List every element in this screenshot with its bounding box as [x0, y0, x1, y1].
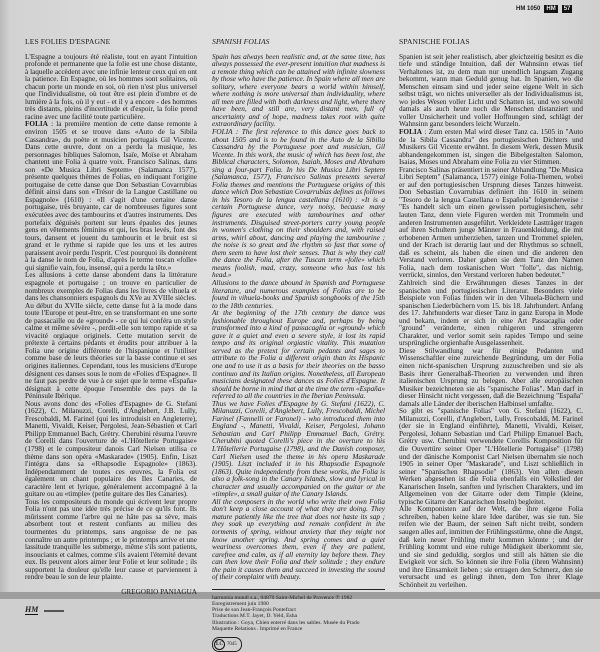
paragraph-text: All the composers in the world who write their own Folia don't keep a close account of what they are doing. They mature patiently like the tree that does not haste its sap ; they soak up everything and remain confident in the torments of spring, without anxiety that they might not know another spring. And spring comes and a quiet weariness overcomes them, even if they are patient, carefree and calm, as if all eternity lay before them. They can then love their Folia and their solitude ; they endure the pain it causes them and succeed in investing the sound of their complaint with beauty.	[212, 497, 385, 582]
paragraph-text: Spanien ist seit jeher realistisch, aber gleichzeitig besitzt es die tiefe und ständige Intuition, daß der Wahnsinn etwas tief Verhaltenes ist, zu dem man nur unendlich langsam Zugang bekommt, wann man Geduld genug hat. In Spanien, wo die Menschen einsam sind und jeder seine eigene Welt in sich selbst trägt, wo nichts universeller als der Individualismus ist, wo jedes Wesen voller Licht und Schatten ist, und wo sowohl damals als auch heute noch die Menschen distanziert und voller Unsicherheit und voller Hoffnungen sind, schlägt der Wahnsinn ganz besonders leicht Wurzeln.	[399, 52, 583, 129]
paragraph-text: Thus we have Folies d'Espagne by G. Stefani (1622), C. Milanuzzi, Corelli, d'Anglebert, Lully, Frescobaldi, Michel Farinel (Fannelli or Faronel) - who introduced them into England -, Manetti, Vivaldi, Keiser, Pergolesi, Johann Sebastian and Carl Philipp Emmanuel Bach, Grétry. Cherubini quoted Corelli's piece in the overture to his L'Hôtellerie Portugaise (1798), and the Danish composer, Carl Nielsen used the theme in his opera Maskarade (1905). Liszt included it in his Rhapsodie Espagnole (1863). Quite independently from these works, the Folia is also a folk-song in the Canary Islands, slow and lyrical in character and usually accompanied on the guitar or the «timple», a small guitar of the Canary Islands.	[212, 399, 385, 499]
paragraph	[399, 280, 583, 348]
english-text	[212, 54, 385, 582]
paragraph	[399, 54, 583, 129]
credit-line: harmonia mundi s.a., 04870 Saint-Michel de Provence ℗ 1982	[212, 594, 353, 601]
paragraph	[399, 408, 583, 506]
paragraph-text: Alle Komponisten auf der Welt, die ihre eigene Folia schreiben, haben keine klare Idee darüber, was sie tun. Sie reifen wie der Baum, der seinen Saft nicht treibt, sondern saugen alles auf, inmitten der Frühlingsstürme, ohne die Angst, daß kein neuer Frühling mehr kommen könnte ; und der Frühling kommt und eine ruhige Müdigkeit überkommt sie, und sie sind geduldig, sorglos und still als hätten sie die Ewigkeit vor sich. So können sie ihre Folia (ihren Wahnsinn) und ihre Einsamkeit lieben ; sie ertragen den Schmerz, den sie verursacht und es gelingt ihnen, dem Ton ihrer Klage Schönheit zu verleihen.	[399, 505, 583, 589]
credit-line: Illustration : Goya, Chien enterré dans les sables. Musée du Prado	[212, 619, 360, 626]
paragraph-text: Tous les compositeurs du monde qui écrivent leur propre Folia n'ont pas une idée très précise de ce qu'ils font. Ils mûrissent comme l'arbre qui ne hâte pas sa sève, mais absorbent tout et restent confiants au milieu des tourmentes du printemps, sans angoisse de ne pas connaître un autre printemps ; et le printemps arrive et une lassitude tranquille les submerge, même s'ils sont patients, insouciants et calmes, comme s'ils avaient l'éternité devant eux. Ils peuvent alors aimer leur Folie et leur solitude ; ils supportent la douleur qu'elle leur cause et parviennent à rendre beau le son de leur plainte.	[25, 497, 197, 582]
french-title: LES FOLIES D'ESPAGNE	[25, 37, 111, 46]
paragraph-text: Les allusions à cette danse abondent dans la littérature espagnole et portugaise ; on trouve en particulier de nombreux exemples de Folias dans les livres de vihuela et dans les chansonniers espagnols du XVe au XVIIIe siècles.	[25, 271, 197, 303]
paragraph	[25, 54, 197, 122]
catalog-number	[516, 5, 572, 13]
label-code: 7045	[227, 641, 237, 647]
paragraph	[399, 348, 583, 408]
paragraph-text: Francisco Salinas präsentiert in seiner Abhandlung "De Musica Libri Septem" (Salamanca, 1577) einige Folia-Themen, wobei er auf den portugiesischen Ursprung dieses Tanzes hinweist. Don Sebastian Covarrubias definiert ihn 1610 in seinem "Tesoro de la lengua Castellana o Española" folgenderweise : "Es handelt sich um einen gewissen portugiesischen, sehr lauten Tanz, denn viele Figuren werden mit Trommeln und anderen Instrumenten ausgeführt. Verkleidete Lastträger tragen auf ihren Schultern junge Männer in Frauenkleidung, die mit erhobenen Armen umherziehen, tanzen und Trommel spielen, und der Krach ist derartig laut und der Rhythmus so schnell, daß es scheint, als haben die einen und die anderen den Verstand verloren. Daher gaben sie dem Tanz den Namen Folia, nach dem toskanischen Wort "folle", das nichtig, verrückt, sinnlos, den Verstand verloren haben bedeutet."	[399, 165, 583, 280]
label-code-badge	[212, 637, 242, 652]
german-title: SPANISCHE FOLIAS	[399, 37, 470, 46]
paragraph	[212, 129, 385, 280]
german-text	[399, 54, 583, 590]
paragraph	[25, 303, 197, 401]
credit-line: Maquette Relations . Imprimé en France	[212, 625, 303, 632]
paragraph	[212, 310, 385, 401]
paragraph-text: Diese Stilwandlung war für einige Pedanten und Wissenschaftler eine zureichende Begründung, um der Folia einen nicht-spanischen Ursprung zuzuschreiben und sie als Basis ihrer Generalbaß-Theorien zu verwenden und ihren italienischen Ursprung zu belegen. Aber alle europäischen Musiker bezeichneten sie als "spanische Folias". Man darf in dieser Hinsicht nicht vergessen, daß die Bezeichnung "España" damals alle Länder der iberischen Halbinsel umfaßte.	[399, 346, 583, 408]
german-column	[399, 38, 583, 589]
paragraph	[212, 499, 385, 582]
catalog-number-text: HM 1050	[516, 6, 541, 12]
harmonia-mundi-logo	[25, 606, 197, 615]
hm-logo-mark: HM	[25, 605, 39, 615]
author-signature: GREGORIO PANIAGUA	[121, 587, 197, 596]
paragraph-text: Spain has always been realistic and, at the same time, has always possessed the ever-present intuition that madness is a remote thing which can be attained with infinite slowness by those who have the patience. In Spain where all men are solitary, where everyone bears a world within himself, where nothing is more universal than individuality, where all men are filled with both darkness and light, where there have been, and still are, very distant men, full of uncertainty and of hope, madness takes root with quite extraordinary facility.	[212, 52, 385, 129]
paragraph-text: : la première mention de cette danse remonte à environ 1505 et se trouve dans «Auto de la Sibila Cassandra», du poète et musicien portugais Gil Vicente. Dans cette œuvre, dont on a perdu la musique, les personnages bibliques Salomon, Isaïe, Moïse et Abraham chantent une Folia à quatre voix. Francisco Salinas, dans son «De Musica Libri Septem» (Salamanca 1577), présente quelques thèmes de Folias, en indiquant l'origine portugaise de cette danse que Don Sebastian Covarrubias définit ainsi dans son «Trésor de la Langue Castillane ou Espagnole» (1610) : «Il s'agit d'une certaine danse portugaise, très bruyante, car de nombreuses figures sont exécutées avec des tambourins et d'autres instruments. Des portefaix déguisés portent sur leurs épaules des jeunes gens en vêtements féminins et qui, les bras levés, font des tours, dansent et jouent du tambourin et le bruit est si grand et le rythme si rapide que les uns et les autres paraissent avoir perdu l'esprit. C'est pourquoi ils donnèrent à la danse le nom de Folia, d'après le terme toscan «folle» qui signifie vain, fou, insensé, qui a perdu la tête.»	[25, 120, 197, 272]
french-text	[25, 54, 197, 582]
paragraph	[399, 167, 583, 280]
paragraph-lead: FOLIA	[25, 120, 48, 129]
credit-line: Enregistrement juin 1980	[212, 601, 269, 608]
french-column	[25, 38, 197, 615]
credit-line: Prise de son Jean-François Pontefract	[212, 607, 296, 614]
paragraph-text: Nous avons donc des «Folies d'Espagne» de G. Stefani (1622), C. Milanuzzi, Corelli, d'Anglebert, J.B. Lully, Frescobaldi, M. Farinel (qui les introduisit en Angleterre), Manetti, Vivaldi, Keiser, Pergolesi, Jean-Sébastien et Carl Philipp Emmanuel Bach, Grétry. Cherubini résuma l'œuvre de Corelli dans l'ouverture de «L'Hôtellerie Portugaise» (1798) et le compositeur danois Carl Nielsen utilisa ce thème dans son opéra «Maskarade» (1905). Enfin, Liszt l'intégra dans sa «Rhapsodie Espagnole» (1863). Indépendamment de toutes ces œuvres, la Folia est également un chant populaire des Iles Canaries, de caractère lent et lyrique, généralement accompagné à la guitare ou au «timple» (petite guitare des Iles Canaries).	[25, 399, 197, 499]
english-title: SPANISH FOLIAS	[212, 37, 270, 46]
paragraph	[25, 272, 197, 302]
paragraph	[399, 129, 583, 167]
divider	[212, 589, 385, 590]
credit-line: Traductions M.T. Jayet, D. Yeld, Esha	[212, 613, 297, 620]
paragraph-text: At the beginning of the 17th century the dance was fashionable throughout Europe and, perhaps by being transformed into a kind of passacaglia or «ground» which gave it a quiet and even a severe style, it lost its rapid tempo and its original orgiastic vitality. This mutation served as the pretext for certain pedants and sages to attribute to the Folia a different origin than its Hispanic one and to use it as a basis for their theories on the basso continuo and its Italian origins. Nonetheless, all European musicians designated these dances as Folies d'Espagne. It should be borne in mind that at the time the term «España» referred to all the countries in the Iberian Peninsula.	[212, 309, 385, 401]
series-badge: 57	[563, 6, 571, 12]
paragraph-text: Zahlreich sind die Erwähnungen dieses Tanzes in der spanischen und portugiesischen Literatur. Besonders viele Beispiele von Folias finden wir in den Vihuela-Büchern und spanischen Liederbüchern vom 15. bis 18. Jahrhundert. Anfang des 17. Jahrhunderts war dieser Tanz in ganz Europa in Mode und bekam, indem er sich in eine Art Passacaglia oder "ground" veränderte, einen ruhigeren und strengeren Charakter, und verlor somit sein rapides Tempo und seine ursprüngliche orgienhafte Ausgelassenheit.	[399, 278, 583, 348]
paragraph-lead: FOLIA	[399, 128, 422, 137]
paragraph	[212, 54, 385, 129]
hm-badge: HM	[546, 6, 556, 12]
paragraph-text: So gibt es "spanische Folias" von G. Stefani (1622), C. Milanuzzi, Corelli, d'Anglebert, Lully, Frescobaldi, M. Farinel (der sie in England einführte), Manetti, Vivaldi, Keiser, Pergolesi, Johann Sebastian und Carl Philipp Emanuel Bach, Grétry usw. Cherubini verwendete Corellis Komposition für die Ouvertüre seiner Oper "L'Hôtellerie Portugaise" (1798) und der dänische Komponist Carl Nielsen übernahm sie noch 1905 in seiner Oper "Maskarade", und Liszt schließlich in seiner "Spanischen Rhapsodie" (1863). Von allen diesen Werken abgesehen ist die Folia ebenfalls ein Volkslied der Kanarischen Inseln, sanften und lyrischen Charakters, und im Allgemeinen von der Gitarre oder dem Timple (kleine, typische Gitarre der Kanarischen Inseln) begleitet.	[399, 407, 583, 506]
paragraph-lead: FOLIA	[212, 128, 233, 137]
paragraph-text: : The first reference to this dance goes back to about 1505 and is to be found in the Auto de la Sibilla Cassandra by the Portuguese poet and musician, Gil Vicente. In this work, the music of which has been lost, the Biblical characters, Solomon, Isaiah, Moses and Abraham sing a four-part Folia. In his De Musica Libri Septem (Salamanca, 1577), Francisco Salinas presents several Folia themes and mentions the Portuguese origins of this dance which Don Sebastian Covarrubias defines as follows in his Tesoro de la lengua castellana (1610) : «It is a certain Portuguese dance, very noisy, because many figures are executed with tambourines and other instruments. Disguised street-porters carry young people in women's clothing on their shoulders and, with raised arms, whirl about, dancing and playing the tambourine ; the noise is so great and the rhythm so fast that some of them seem to have lost their senses. That is why they call the dance the Folia, after the Tuscan term «folle» which means foolish, mad, crazy, someone who has lost his head.»	[212, 128, 385, 280]
paragraph-text: Au début du XVIIe siècle, cette danse fut à la mode dans toute l'Europe et peut-être, en se transformant en une sorte de passacaille ou de «ground» - ce qui lui conféra un style calme et même sévère -, perdit-elle son tempo rapide et sa vivacité orgiaque originels. Cette mutation servit de prétexte à certains pédants et érudits pour attribuer à la Folia une origine différente de l'hispanique et l'utiliser comme base de leurs théories sur la basse continue et ses origines italiennes. Cependant, tous les musiciens d'Europe désignent ces danses sous le nom de «Folies d'Espagne». Il ne faut pas perdre de vue à ce sujet que le terme «España» désignait à cette époque l'ensemble des pays de la Péninsule Ibérique.	[25, 301, 197, 401]
paragraph	[212, 401, 385, 499]
paragraph-text: : Zum ersten Mal wird dieser Tanz ca. 1505 in "Auto de la Sibila Cassandra" des portugiesischen Dichters und Musikers Gil Vicente erwähnt. In diesem Werk, dessen Musik abhandengekommen ist, singen die Bibelgestalten Salomon, Isaias, Moses und Abraham eine Folia zu vier Stimmen.	[399, 128, 583, 167]
credits	[212, 595, 385, 632]
paragraph	[399, 506, 583, 589]
paragraph	[25, 121, 197, 272]
paragraph	[25, 499, 197, 582]
paragraph-text: L'Espagne a toujours été réaliste, tout en ayant l'intuition profonde et permanente que la folie est une chose distante, à laquelle accèdent avec une infinie lenteur ceux qui en ont la patience. En Espagne, où les hommes sont solitaires, où chacun porte un monde en soi, où rien n'est plus universel que l'individualisme, où tout être est plein d'ombre et de lumière à la fois, où il y eut - et il y a encore - des hommes très distants, pleins d'incertitude et d'espoir, la folie prend racine avec une facilité toute particulière.	[25, 52, 197, 121]
lc-icon: LC	[214, 639, 225, 650]
paragraph	[25, 401, 197, 499]
paragraph-text: Allusions to the dance abound in Spanish and Portuguese literature, and numerous examples of Folias are to be found in vihuela-books and Spanish songbooks of the 15th to the 18th centuries.	[212, 278, 385, 310]
paragraph	[212, 280, 385, 310]
english-column	[212, 38, 385, 652]
